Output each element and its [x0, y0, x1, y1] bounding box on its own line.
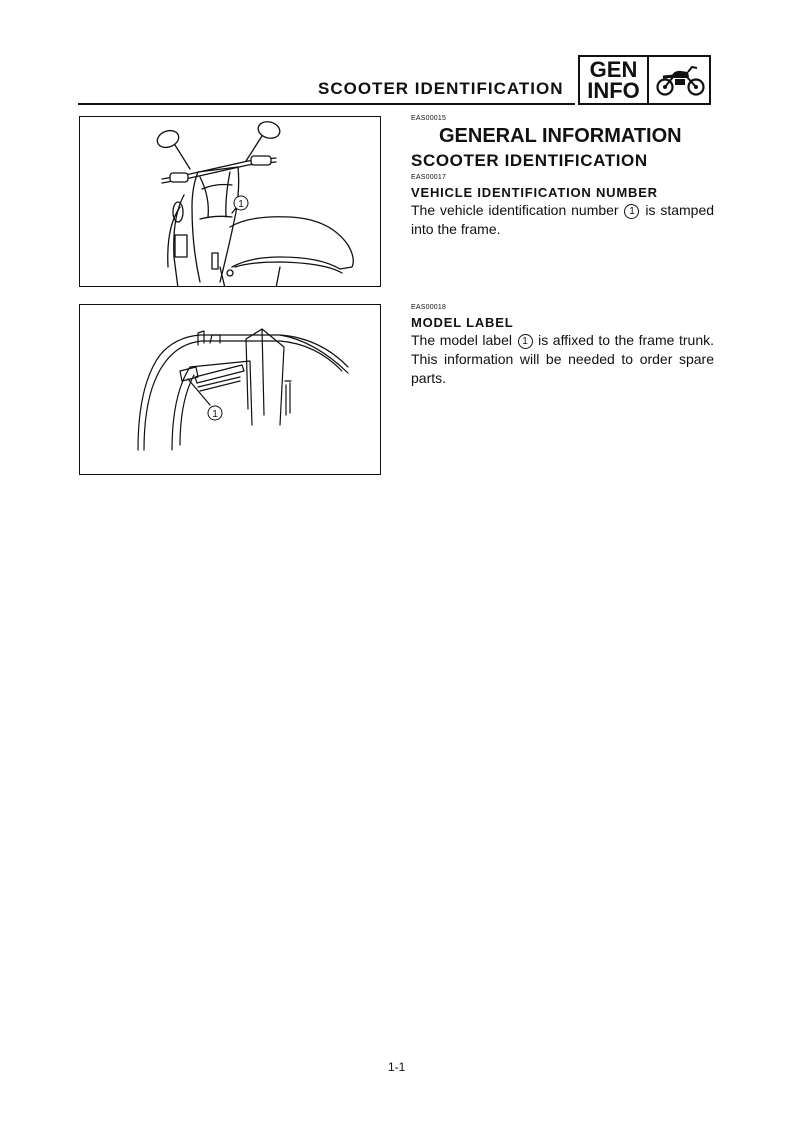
figure-scooter-front — [79, 116, 381, 287]
vin-text-start: The vehicle identification number — [411, 202, 619, 218]
callout-1 — [234, 196, 248, 210]
callout-1 — [208, 406, 222, 420]
frame-trunk-illustration — [80, 305, 381, 475]
section-tab-line1: GEN — [589, 57, 638, 82]
main-title: GENERAL INFORMATION — [439, 125, 682, 147]
section-tab — [578, 55, 711, 105]
vin-paragraph — [411, 201, 714, 239]
vin-heading: VEHICLE IDENTIFICATION NUMBER — [411, 185, 658, 200]
callout-number: 1 — [212, 409, 218, 420]
doc-code: EAS00018 — [411, 304, 447, 311]
section-tab-line2: INFO — [587, 78, 640, 103]
section-title: SCOOTER IDENTIFICATION — [411, 151, 648, 170]
label-text-start: The model label — [411, 332, 512, 348]
figure-frame-trunk — [79, 304, 381, 475]
callout-ref: 1 — [624, 204, 639, 219]
page-header-title: SCOOTER IDENTIFICATION — [318, 79, 564, 98]
model-label-heading: MODEL LABEL — [411, 315, 514, 330]
doc-code: EAS00017 — [411, 174, 447, 181]
section-tab-label — [580, 57, 649, 103]
label-text-end: is affixed to the frame trunk. This information will be needed to order spare parts. — [411, 332, 715, 386]
callout-number: 1 — [238, 199, 244, 210]
header-rule — [78, 103, 575, 105]
motorcycle-icon — [651, 57, 709, 103]
doc-code: EAS00015 — [411, 115, 447, 122]
vin-text-end: is stamped into the frame. — [411, 202, 715, 237]
callout-ref: 1 — [518, 334, 533, 349]
scooter-front-illustration — [80, 117, 381, 287]
model-label-paragraph — [411, 331, 714, 388]
page-number: 1-1 — [388, 1060, 406, 1074]
